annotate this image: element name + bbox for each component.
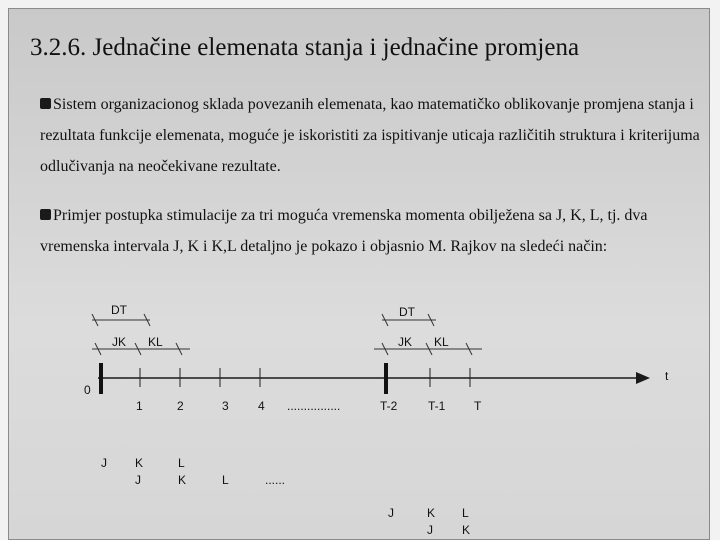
- below-label-l3-bottom: K: [462, 523, 471, 537]
- dt-label-left: DT: [111, 303, 127, 317]
- paragraph-1-text: Sistem organizacionog sklada povezanih elemenata, kao matematičko oblikovanje promjena stanja i rezultata funkcije elemenata, moguće je iskoristiti za ispitivanje uticaja različitih struktura i kriterijuma odlučivanja na neočekivane rezultate.: [40, 96, 700, 175]
- kl-label-left: KL: [148, 335, 163, 349]
- axis-label: t: [665, 369, 669, 383]
- tick-label-3: 3: [222, 399, 229, 413]
- tick-label-2: 2: [177, 399, 184, 413]
- below-label-k2-bottom: J: [427, 523, 433, 537]
- tick-label-4: 4: [258, 399, 265, 413]
- paragraph-2-text: Primjer postupka stimulacije za tri moguća vremenska momenta obilježena sa J, K, L, tj. dva vremenska intervala J, K i K,L detaljno je pokazo i objasnio M. Rajkov na sledeći način:: [40, 207, 648, 255]
- below-label-j1: J: [101, 456, 107, 470]
- below-label-dots: ......: [265, 473, 286, 487]
- slide-title: 3.2.6. Jednačine elemenata stanja i jednačine promjena: [30, 34, 580, 61]
- below-label-k2-top: K: [427, 506, 436, 520]
- axis-arrow-icon: [636, 372, 650, 384]
- tick-label-1: 1: [136, 399, 143, 413]
- kl-label-right: KL: [434, 335, 449, 349]
- below-label-l2: L: [222, 473, 229, 487]
- dt-label-right: DT: [399, 305, 415, 319]
- tick-label-t: T: [474, 399, 482, 413]
- origin-label: 0: [84, 383, 91, 397]
- below-label-k1-top: K: [135, 456, 144, 470]
- below-label-k1-bottom: J: [135, 473, 141, 487]
- below-label-j2: J: [388, 506, 394, 520]
- tick-label-t-minus-2: T-2: [380, 399, 398, 413]
- below-label-l3-top: L: [462, 506, 469, 520]
- jk-label-left: JK: [112, 335, 127, 349]
- jk-label-right: JK: [398, 335, 413, 349]
- below-label-l1-top: L: [178, 456, 185, 470]
- tick-label-t-minus-1: T-1: [428, 399, 446, 413]
- tick-label-ellipsis: ................: [287, 399, 341, 413]
- below-label-l1-bottom: K: [178, 473, 187, 487]
